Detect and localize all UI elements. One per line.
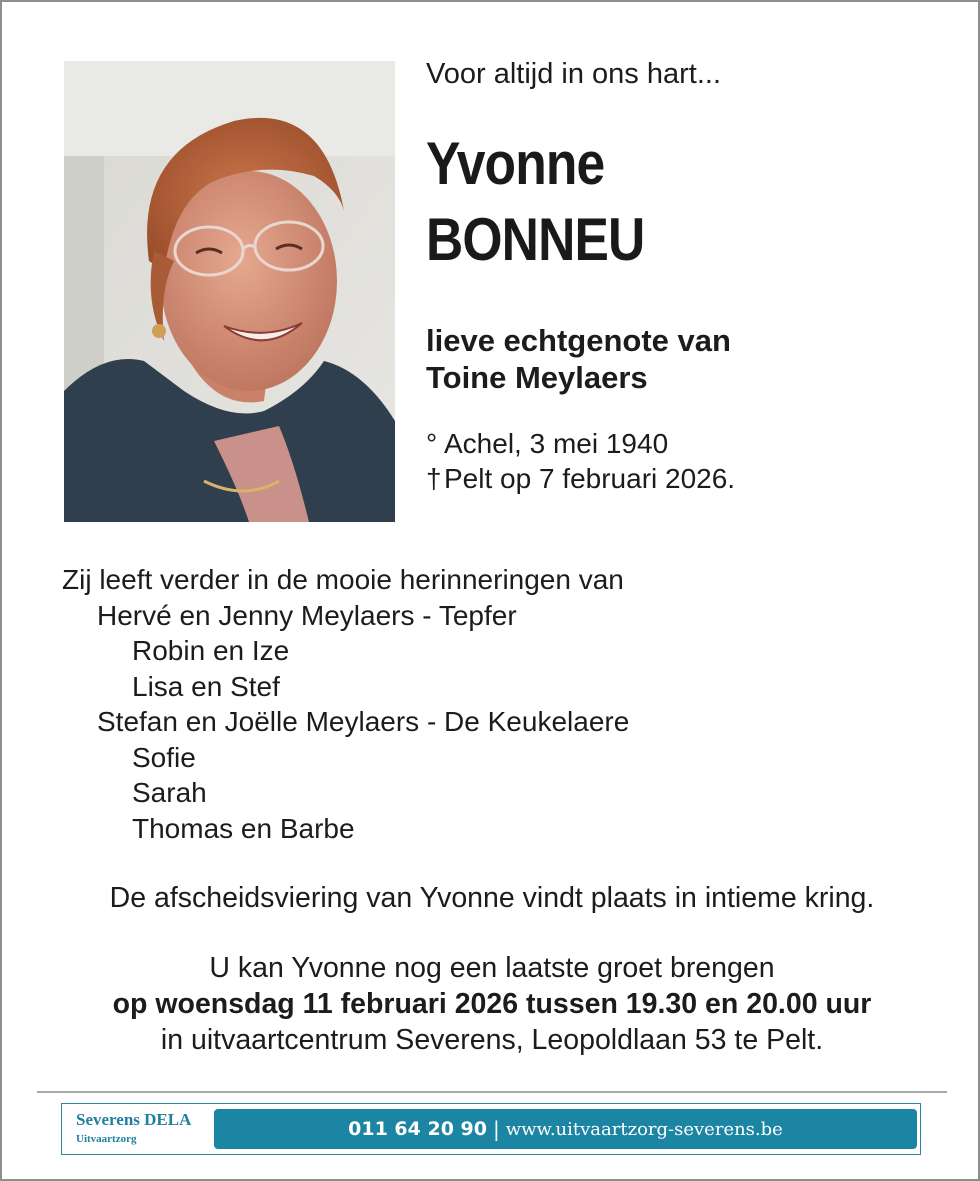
family-parents: Hervé en Jenny Meylaers - Tepfer xyxy=(97,599,517,631)
birth-date xyxy=(426,426,966,461)
family-child: Sarah xyxy=(132,777,207,808)
family-child: Robin en Ize xyxy=(132,635,290,666)
visitation-info xyxy=(2,950,980,1058)
family-child: Thomas en Barbe xyxy=(132,812,355,844)
visit-datetime: op woensdag 11 februari 2026 tussen 19.30 en 20.00 uur xyxy=(112,988,872,1020)
deceased-name xyxy=(426,126,890,278)
portrait-photo xyxy=(64,61,395,522)
phone-number[interactable]: 011 64 20 90 xyxy=(348,1118,487,1140)
survivors-intro: Zij leeft verder in de mooie herinneringen van xyxy=(62,564,624,595)
last-name: BONNEU xyxy=(426,206,645,273)
visit-location: in uitvaartcentrum Severens, Leopoldlaan 53 te Pelt. xyxy=(160,1024,824,1056)
funeral-home-banner xyxy=(61,1103,921,1155)
survivors-list xyxy=(62,562,942,846)
death-cross-icon: † xyxy=(426,463,442,494)
family-parents: Stefan en Joëlle Meylaers - De Keukelaere xyxy=(97,706,630,737)
dates xyxy=(426,426,966,496)
portrait-image xyxy=(64,61,395,522)
spouse-line-2: Toine Meylaers xyxy=(426,360,648,395)
divider xyxy=(37,1091,947,1093)
death-date xyxy=(426,461,966,496)
header xyxy=(426,54,966,496)
first-name: Yvonne xyxy=(426,130,605,197)
birth-symbol: ° xyxy=(426,428,438,459)
birth-text: Achel, 3 mei 1940 xyxy=(444,428,669,459)
spouse-info xyxy=(426,322,966,396)
visit-line-1: U kan Yvonne nog een laatste groet brengen xyxy=(209,952,775,984)
family-child: Lisa en Stef xyxy=(132,670,280,702)
separator: | xyxy=(492,1117,500,1141)
contact-bar xyxy=(214,1109,917,1149)
farewell-text: De afscheidsviering van Yvonne vindt plaats in intieme kring. xyxy=(109,882,875,914)
family-child: Sofie xyxy=(132,741,196,773)
brand-subtitle: Uitvaartzorg xyxy=(76,1133,137,1145)
brand-logo xyxy=(76,1110,191,1146)
spouse-line-1: lieve echtgenote van xyxy=(426,323,731,358)
brand-name: Severens DELA xyxy=(76,1110,192,1129)
website-link[interactable]: www.uitvaartzorg-severens.be xyxy=(505,1118,783,1140)
death-text: Pelt op 7 februari 2026. xyxy=(444,463,736,494)
intro-text: Voor altijd in ons hart... xyxy=(426,58,721,90)
